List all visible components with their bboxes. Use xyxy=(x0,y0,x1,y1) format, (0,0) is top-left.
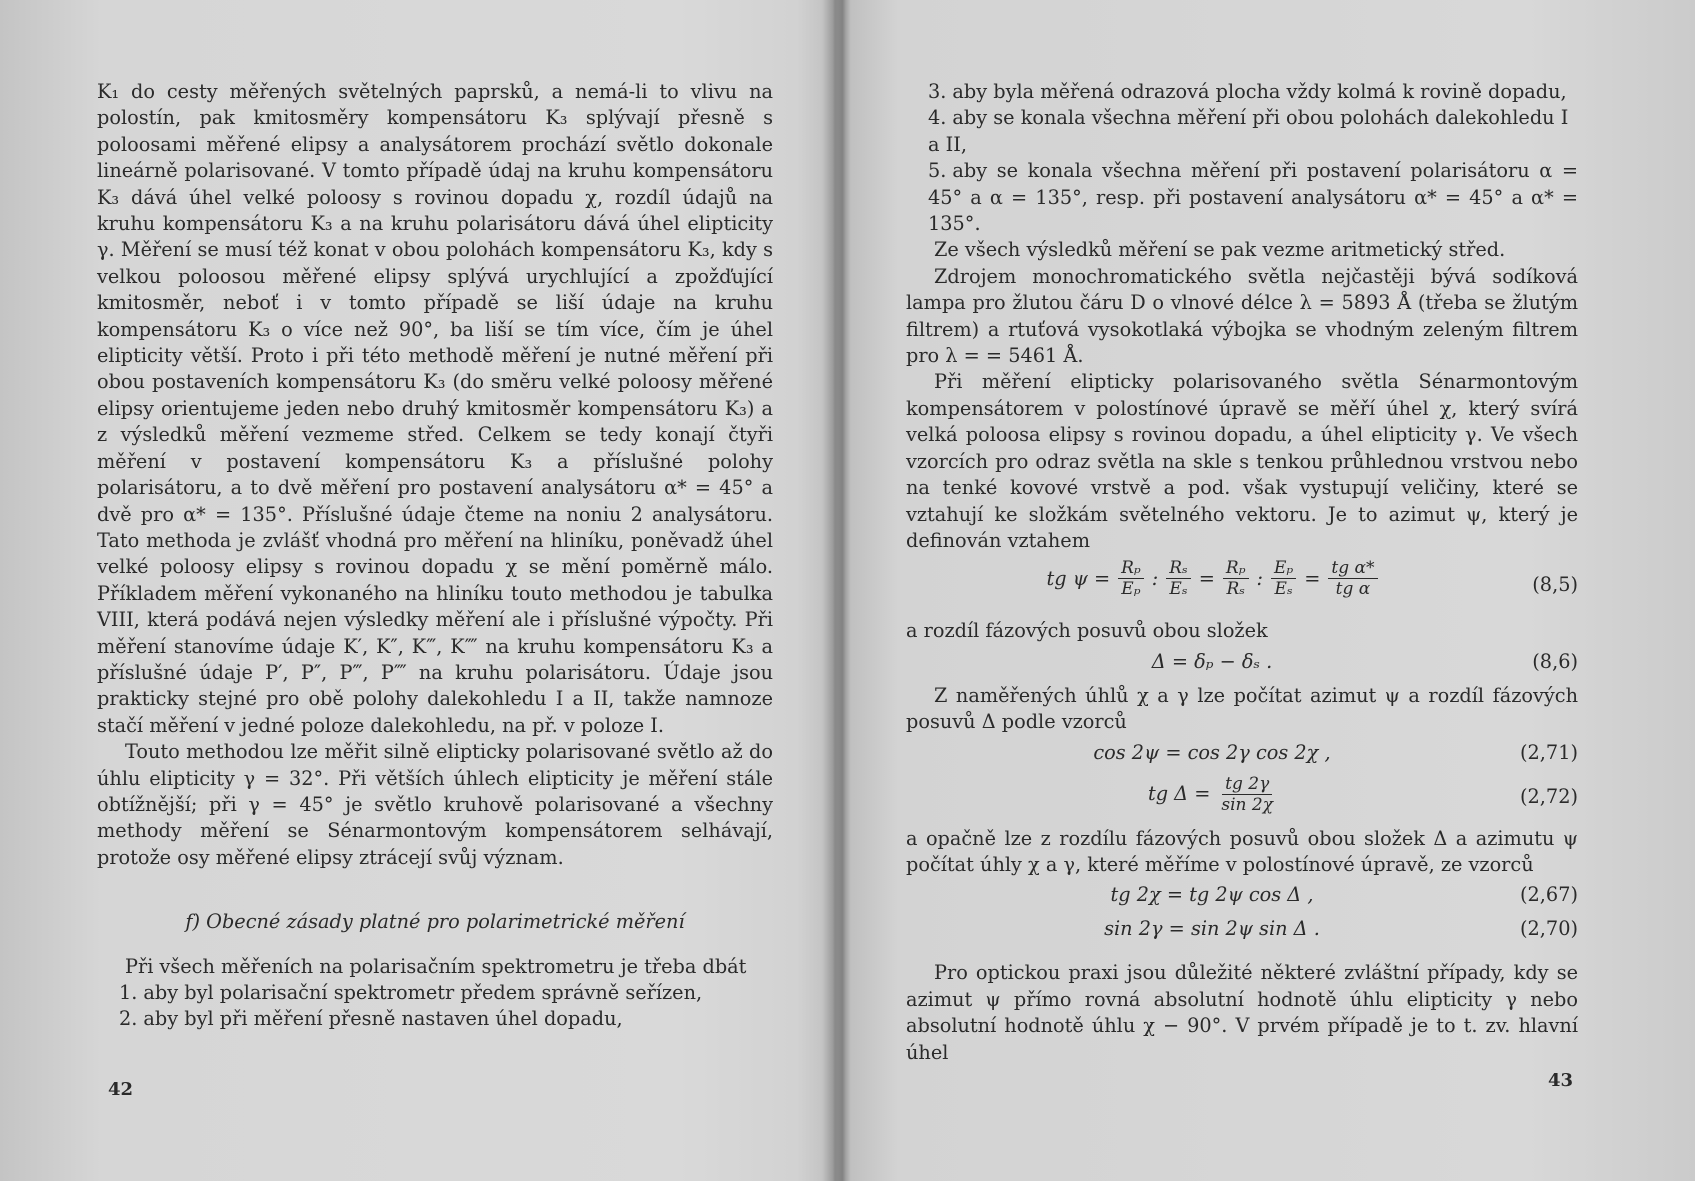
fraction xyxy=(1218,774,1276,815)
formula-8-6-expression: Δ = δₚ − δₛ . xyxy=(1151,649,1273,673)
formula-2-70-expression: sin 2γ = sin 2ψ sin Δ . xyxy=(1104,917,1320,941)
fraction xyxy=(1223,558,1249,599)
list-item-text: aby byla měřená odrazová plocha vždy kolmá k rovině dopadu, xyxy=(952,80,1567,103)
fraction xyxy=(1118,558,1144,599)
list-item xyxy=(906,105,1578,158)
page-number-left: 42 xyxy=(108,1079,134,1100)
paragraph-from: Z naměřených úhlů χ a γ lze počítat azimut ψ a rozdíl fázových posuvů Δ podle vzorců xyxy=(906,683,1578,734)
left-paragraph-1: K₁ do cesty měřených světelných paprsků, a nemá-li to vlivu na polostín, pak kmitosměry kompensátoru K₃ splývají přesně s poloosami měřené elipsy a analysátorem prochází světlo dokonale lineárně polarisované. V tomto případě údaj na kruhu kompensátoru K₃ dává úhel velké poloosy s rovinou dopadu χ, rozdíl údajů na kruhu kompensátoru K₃ a na kruhu polarisátoru dává úhel elipticity γ. Měření se musí též konat v obou polohách kompensátoru K₃, kdy s velkou poloosou měřené elipsy splývá urychlující a zpožďující kmitosměr, neboť i v tomto případě se liší údaje na kruhu kompensátoru K₃ o více než 90°, ba liší se tím více, čím je úhel elipticity větší. Proto i při této methodě měření je nutné měření při obou postaveních kompensátoru K₃ (do směru velké poloosy měřené elipsy orientujeme jeden nebo druhý kmitosměr kompensátoru K₃) a z výsledků měření vezmeme střed. Celkem se tedy konají čtyři měření v postavení kompensátoru K₃ a příslušné polohy polarisátoru, a to dvě měření pro postavení analysátoru α* = 45° a dvě pro α* = 135°. Příslušné údaje čteme na noniu 2 analysátoru. Tato methoda je zvlášť vhodná pro měření na hliníku, poněvadž úhel velké poloosy elipsy s rovinou dopadu χ se mění poměrně málo. Příkladem měření vykonaného na hliníku touto methodou je tabulka VIII, která podává nejen výsledky měření ale i příslušné výpočty. Při měření stanovíme údaje K′, K″, K‴, K⁗ na kruhu kompensátoru K₃ a příslušné údaje P′, P″, P‴, P⁗ na kruhu polarisátoru. Údaje jsou prakticky stejné pro obě polohy dalekohledu I a II, takže namnoze stačí měření v jedné poloze dalekohledu, na př. v poloze I. xyxy=(97,80,773,737)
left-paragraph-2: Touto methodou lze měřit silně elipticky polarisované světlo až do úhlu elipticity γ = 32°. Při větších úhlech elipticity je měření stále obtížnější; při γ = 45° je světlo kruhově polarisované a všechny methody měření se Sénarmontovým kompensátorem selhávají, protože osy měřené elipsy ztrácejí svůj význam. xyxy=(97,740,773,869)
equation-number: (8,5) xyxy=(1532,573,1578,597)
fraction xyxy=(1271,558,1296,599)
formula-2-72-body xyxy=(906,774,1518,815)
list-item-number: 5. xyxy=(928,159,947,183)
fraction-numerator: tg α* xyxy=(1328,558,1377,579)
formula-2-72-expression xyxy=(906,774,1518,815)
formula-2-71 xyxy=(906,740,1578,770)
formula-8-6 xyxy=(906,649,1578,679)
text-phase: a rozdíl fázových posuvů obou složek xyxy=(906,619,1268,643)
formula-2-72 xyxy=(906,774,1578,822)
colon-operator: : xyxy=(1256,566,1264,590)
paragraph-special: Pro optickou praxi jsou důležité některé zvláštní případy, kdy se azimut ψ přímo rovná absolutní hodnotě úhlu elipticity γ nebo absolutní hodnotě úhlu χ − 90°. V prvém případě je to t. zv. hlavní úhel xyxy=(906,961,1578,1064)
formula-lhs: tg Δ = xyxy=(1147,781,1211,805)
formula-8-5-expression xyxy=(906,558,1518,599)
fraction-denominator: Eₚ xyxy=(1121,579,1141,600)
page-number-right: 43 xyxy=(1548,1070,1574,1091)
equation-number: (2,70) xyxy=(1520,917,1578,941)
formula-8-5 xyxy=(906,558,1578,614)
list-item-text: aby se konala všechna měření při postavení polarisátoru α = 45° a α = 135°, resp. při postavení analysátoru α* = 45° a α* = 135°. xyxy=(928,159,1578,236)
paragraph-mean: Ze všech výsledků měření se pak vezme aritmetický střed. xyxy=(934,238,1506,262)
formula-2-67 xyxy=(906,882,1578,912)
equals-operator: = xyxy=(1304,566,1321,590)
formula-lhs: tg ψ = xyxy=(1046,566,1111,590)
fraction xyxy=(1166,558,1191,599)
right-text-block xyxy=(906,79,1578,1066)
equation-number: (8,6) xyxy=(1532,649,1578,673)
list-item-number: 3. xyxy=(928,80,947,103)
colon-operator: : xyxy=(1151,566,1159,590)
fraction-numerator: tg 2γ xyxy=(1222,774,1272,795)
list-item-number: 1. xyxy=(119,981,138,1004)
formula-2-71-expression: cos 2ψ = cos 2γ cos 2χ , xyxy=(1093,740,1331,764)
equation-number: (2,71) xyxy=(1520,740,1578,764)
list-item-text: aby byl polarisační spektrometr předem správně seřízen, xyxy=(143,981,703,1004)
formula-2-70 xyxy=(906,916,1578,946)
fraction-denominator: sin 2χ xyxy=(1221,794,1274,815)
equation-number: (2,72) xyxy=(1520,784,1578,808)
fraction-denominator: Rₛ xyxy=(1226,579,1245,600)
fraction-denominator: Eₛ xyxy=(1169,579,1188,600)
fraction-numerator: Rₛ xyxy=(1166,558,1191,579)
equals-operator: = xyxy=(1198,566,1215,590)
list-item xyxy=(906,158,1578,237)
paragraph-source: Zdrojem monochromatického světla nejčastěji bývá sodíková lampa pro žlutou čáru D o vlnové délce λ = 5893 Å (třeba se žlutým filtrem) a rtuťová vysokotlaká výbojka se vhodným zeleným filtrem pro λ = = 5461 Å. xyxy=(906,264,1578,368)
fraction-numerator: Rₚ xyxy=(1118,558,1144,579)
paragraph-measure: Při měření elipticky polarisovaného světla Sénarmontovým kompensátorem v polostínové úpravě se měří úhel χ, který svírá velká poloosa elipsy s rovinou dopadu, a úhel elipticity γ. Ve všech vzorcích pro odraz světla na skle s tenkou průhlednou vrstvou nebo na tenké kovové vrstvě a pod. však vystupují veličiny, které se vztahují ke složkám světelného vektoru. Je to azimut ψ, který je definován vztahem xyxy=(906,370,1578,552)
left-intro: Při všech měřeních na polarisačním spektrometru je třeba dbát xyxy=(125,954,747,978)
fraction xyxy=(1328,558,1377,599)
fraction-denominator: Eₛ xyxy=(1274,579,1293,600)
equation-number: (2,67) xyxy=(1520,883,1578,907)
formula-2-67-expression: tg 2χ = tg 2ψ cos Δ , xyxy=(1110,883,1314,907)
list-item-text: aby se konala všechna měření při obou polohách dalekohledu I a II, xyxy=(928,106,1569,156)
list-item xyxy=(906,79,1578,105)
paragraph-inverse: a opačně lze z rozdílu fázových posuvů obou složek Δ a azimutu ψ počítat úhly χ a γ, které měříme v polostínové úpravě, ze vzorců xyxy=(906,826,1578,876)
fraction-denominator: tg α xyxy=(1335,579,1371,600)
section-heading: f) Obecné zásady platné pro polarimetrické měření xyxy=(185,910,685,934)
fraction-numerator: Eₚ xyxy=(1271,558,1296,579)
fraction-numerator: Rₚ xyxy=(1223,558,1249,579)
formula-8-5-body xyxy=(906,558,1518,599)
list-item-number: 2. xyxy=(119,1007,138,1031)
list-item-text: aby byl při měření přesně nastaven úhel dopadu, xyxy=(143,1007,623,1031)
list-item-number: 4. xyxy=(928,106,947,130)
